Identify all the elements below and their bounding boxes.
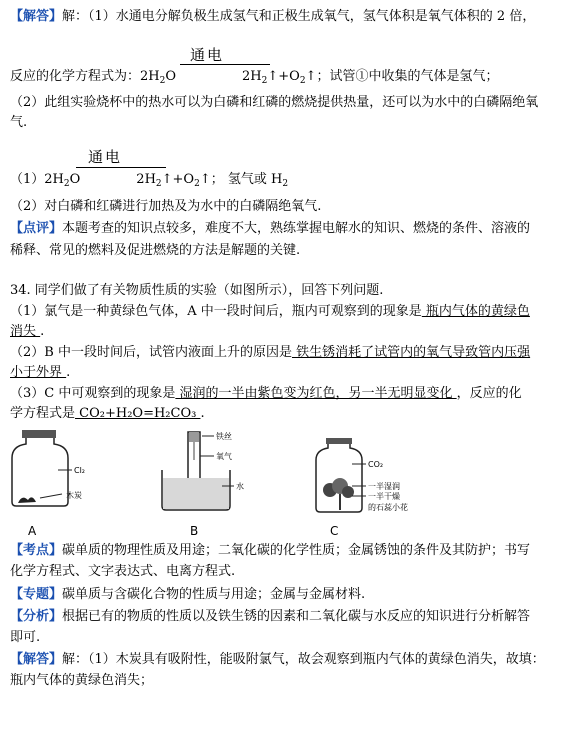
part-text: （3）C 中可观察到的现象是: [10, 386, 176, 401]
q34-part-1-cont: [10, 323, 44, 341]
answer-text: 解：（1）木炭具有吸附性，能吸附氯气，故会观察到瓶内气体的黄绿色消失，故填：: [62, 652, 545, 667]
figure-label-c: C: [330, 524, 339, 538]
label-b-water: 水: [236, 482, 244, 491]
eq-right-h: 2H: [136, 172, 156, 187]
subscript: 2: [261, 76, 268, 86]
label-b-iron: 铁丝: [216, 432, 232, 441]
equation-underlined: CO₂+H₂O=H₂CO₃: [75, 406, 201, 421]
analysis-tag: 【分析】: [10, 609, 63, 624]
part-text: 学方程式是: [10, 406, 76, 421]
question-34-stem: 34. 同学们做了有关物质性质的实验（如图所示），回答下列问题.: [10, 283, 384, 298]
answer-underlined: 瓶内气体的黄绿色: [421, 304, 530, 319]
subscript: 2: [63, 179, 70, 189]
answer-line-4: 气.: [10, 115, 28, 130]
period: .: [40, 324, 45, 339]
topic-text: 碳单质与含碳化合物的性质与用途；金属与金属材料.: [62, 587, 366, 602]
answer-underlined: 小于外界: [10, 365, 67, 380]
eq-left: （1）2H: [10, 172, 64, 187]
subscript: 2: [194, 179, 200, 189]
answer-tag: 【解答】: [10, 9, 63, 24]
answer-line-3: （2）此组实验烧杯中的热水可以为白磷和红磷的燃烧提供热量，还可以为水中的白磷隔绝氧: [10, 95, 539, 110]
period: .: [66, 365, 71, 380]
equation-line: [10, 68, 498, 90]
figure-label-b: B: [190, 524, 199, 538]
eq-tail: ↑；试管①中收集的气体是氢气；: [305, 69, 499, 84]
label-a-solid: 木炭: [66, 491, 82, 500]
reaction-arrow-line-2: [76, 167, 166, 168]
part-text: （1）氯气是一种黄绿色气体，A 中一段时间后，瓶内可观察到的现象是: [10, 304, 422, 319]
analysis-line-1: [10, 608, 530, 626]
knowledge-line-1: [10, 542, 530, 560]
label-c-flower: 的石蕊小花: [368, 503, 408, 512]
figure-c-jar: [316, 438, 408, 512]
condition-electrolysis: 通电: [190, 46, 225, 64]
label-c-dry: 一半干燥: [368, 492, 400, 501]
answer-line-1: [10, 8, 535, 26]
topic-tag: 【专题】: [10, 587, 63, 602]
figure-label-a: A: [28, 524, 37, 538]
eq-left: 反应的化学方程式为：2H: [10, 69, 160, 84]
eq-left-o: O: [69, 172, 81, 187]
reaction-arrow-line: [180, 64, 270, 65]
topic-line: [10, 586, 365, 604]
condition-electrolysis-2: 通电: [88, 148, 123, 166]
answer-summary-2: （2）对白磷和红磷进行加热及为水中的白磷隔绝氧气.: [10, 199, 322, 214]
comment-text: 本题考查的知识点较多，难度不大，熟练掌握电解水的知识、燃烧的条件、溶液的: [62, 221, 531, 236]
eq-right-o: ↑+O: [267, 69, 300, 84]
answer-underlined: 铁生锈消耗了试管内的氧气导致管内压强: [291, 345, 531, 360]
subscript: 2: [159, 76, 166, 86]
answer-underlined: 消失: [10, 324, 41, 339]
knowledge-text: 碳单质的物理性质及用途；二氧化碳的化学性质；金属锈蚀的条件及其防护；书写: [62, 543, 531, 558]
answer-underlined: 湿润的一半由紫色变为红色，另一半无明显变化: [175, 386, 457, 401]
period: .: [200, 406, 205, 421]
knowledge-line-2: 化学方程式、文字表达式、电离方程式.: [10, 564, 236, 579]
comment-line-2: 稀释、常见的燃料及促进燃烧的方法是解题的关键.: [10, 243, 301, 258]
label-c-wet: 一半湿润: [368, 482, 400, 491]
eq-right-o: ↑+O: [161, 172, 195, 187]
figure-a-jar: [12, 430, 85, 506]
comment-line-1: [10, 220, 530, 238]
analysis-text: 根据已有的物质的性质以及铁生锈的因素和二氧化碳与水反应的知识进行分析解答: [62, 609, 531, 624]
answer-text: 解：（1）水通电分解负极生成氢气和正极生成氧气，氢气体积是氧气体积的 2 倍，: [62, 9, 536, 24]
eq-tail: ↑； 氢气或 H: [199, 172, 283, 187]
label-c-gas: CO₂: [368, 460, 384, 469]
comment-tag: 【点评】: [10, 221, 63, 236]
q34-part-1: [10, 303, 530, 321]
experiment-figures: [0, 424, 576, 542]
subscript: 2: [155, 179, 162, 189]
part-text: （2）B 中一段时间后，试管内液面上升的原因是: [10, 345, 292, 360]
answer-summary-1: [10, 171, 288, 193]
subscript: 2: [282, 179, 289, 189]
label-b-gas: 氧气: [216, 452, 232, 461]
q34-answer-line-2: 瓶内气体的黄绿色消失；: [10, 673, 154, 688]
q34-part-2-cont: [10, 364, 70, 382]
knowledge-tag: 【考点】: [10, 543, 63, 558]
eq-right-h: 2H: [242, 69, 262, 84]
subscript: 2: [299, 76, 306, 86]
label-a-gas: Cl₂: [74, 466, 86, 475]
part-text-tail: ，反应的化: [456, 386, 522, 401]
q34-part-3-cont: [10, 405, 205, 423]
analysis-line-2: 即可.: [10, 630, 41, 645]
eq-left-o: O: [165, 69, 177, 84]
q34-answer-line-1: [10, 651, 545, 669]
figure-b-apparatus: [162, 431, 244, 510]
q34-part-3: [10, 385, 522, 403]
q34-part-2: [10, 344, 530, 362]
answer-tag-2: 【解答】: [10, 652, 63, 667]
